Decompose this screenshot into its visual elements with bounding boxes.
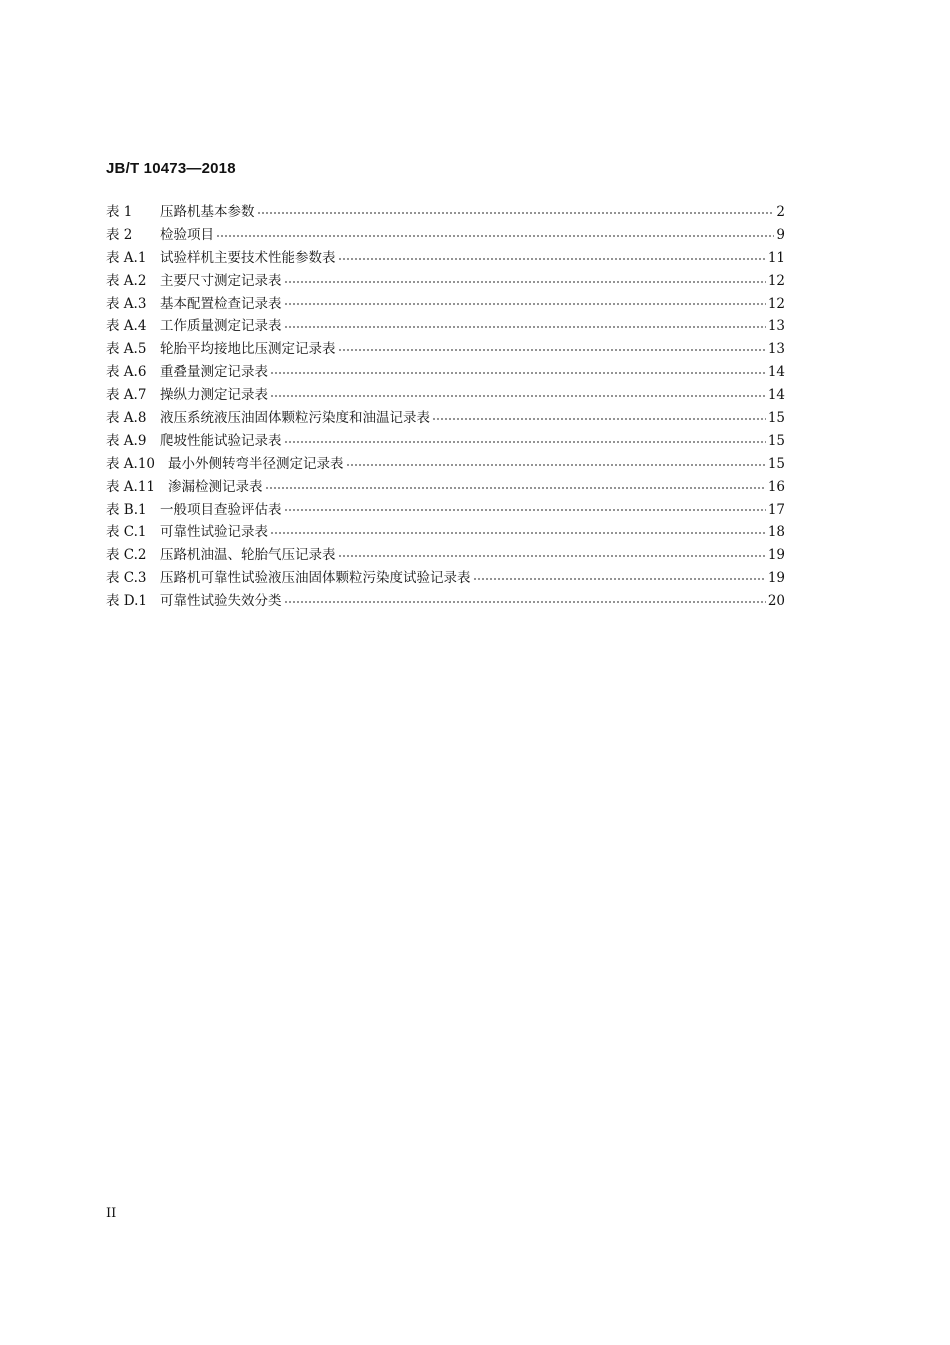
toc-entry-title: 可靠性试验失效分类 — [160, 593, 282, 610]
toc-entry-title: 压路机基本参数 — [160, 204, 255, 220]
toc-entry-label: 表 A.4 — [106, 318, 147, 335]
toc-entry[interactable] — [106, 247, 785, 270]
toc-entry-label: 表 A.10 — [106, 455, 156, 472]
toc-entry-title: 基本配置检查记录表 — [160, 295, 282, 312]
toc-entry[interactable] — [106, 430, 785, 453]
toc-entry-title: 一般项目查验评估表 — [160, 501, 282, 518]
toc-dot-leader — [473, 577, 766, 581]
toc-entry-page: 15 — [767, 410, 785, 427]
toc-dot-leader — [284, 508, 766, 512]
toc-dot-leader — [338, 554, 766, 558]
toc-entry[interactable] — [106, 201, 785, 224]
toc-entry-title: 压路机油温、轮胎气压记录表 — [160, 547, 336, 564]
toc-entry-page: 13 — [767, 341, 785, 358]
toc-entry-label: 表 A.8 — [106, 410, 147, 427]
toc-entry-title: 工作质量测定记录表 — [160, 318, 282, 335]
toc-dot-leader — [346, 463, 766, 467]
toc-entry[interactable] — [106, 407, 785, 430]
toc-entry[interactable] — [106, 361, 785, 384]
toc-entry-page: 14 — [767, 387, 785, 404]
toc-entry-page: 13 — [767, 318, 785, 335]
toc-entry-page: 18 — [767, 524, 785, 541]
toc-dot-leader — [284, 600, 766, 604]
toc-entry[interactable] — [106, 338, 785, 361]
toc-entry-label: 表 A.1 — [106, 249, 147, 266]
toc-entry-title: 重叠量测定记录表 — [160, 364, 268, 381]
toc-dot-leader — [284, 440, 766, 444]
toc-entry-label: 表 1 — [106, 204, 133, 220]
toc-entry-page: 2 — [776, 204, 785, 220]
toc-entry-page: 15 — [767, 455, 785, 472]
toc-entry[interactable] — [106, 453, 785, 476]
toc-dot-leader — [270, 371, 766, 375]
toc-dot-leader — [338, 348, 766, 352]
toc-entry-title: 检验项目 — [160, 226, 214, 243]
toc-entry-title: 试验样机主要技术性能参数表 — [160, 249, 336, 266]
toc-entry-label: 表 C.3 — [106, 570, 147, 587]
toc-dot-leader — [284, 280, 766, 284]
toc-entry-page: 11 — [767, 249, 785, 266]
toc-dot-leader — [270, 394, 766, 398]
toc-dot-leader — [284, 302, 766, 306]
page-number: II — [106, 1206, 117, 1221]
toc-entry-label: 表 A.6 — [106, 364, 147, 381]
toc-entry[interactable] — [106, 384, 785, 407]
toc-entry-title: 操纵力测定记录表 — [160, 387, 268, 404]
toc-dot-leader — [257, 211, 775, 215]
toc-entry[interactable] — [106, 476, 785, 499]
toc-entry-label: 表 D.1 — [106, 593, 148, 610]
toc-entry[interactable] — [106, 270, 785, 293]
toc-entry-title: 轮胎平均接地比压测定记录表 — [160, 341, 336, 358]
toc-entry[interactable] — [106, 315, 785, 338]
toc-entry-page: 20 — [767, 593, 785, 610]
toc-entry-page: 19 — [767, 547, 785, 564]
toc-entry[interactable] — [106, 293, 785, 316]
toc-entry-label: 表 A.3 — [106, 295, 147, 312]
table-of-tables — [106, 201, 785, 613]
toc-entry-page: 19 — [767, 570, 785, 587]
toc-entry-label: 表 2 — [106, 226, 133, 243]
toc-entry[interactable] — [106, 567, 785, 590]
toc-entry-page: 17 — [767, 501, 785, 518]
toc-dot-leader — [432, 417, 766, 421]
toc-dot-leader — [270, 531, 766, 535]
toc-entry[interactable] — [106, 224, 785, 247]
toc-entry-label: 表 A.5 — [106, 341, 147, 358]
toc-entry-label: 表 B.1 — [106, 501, 147, 518]
toc-entry-label: 表 A.9 — [106, 432, 147, 449]
toc-entry-page: 12 — [767, 295, 785, 312]
toc-entry-label: 表 A.7 — [106, 387, 147, 404]
toc-dot-leader — [338, 257, 766, 261]
toc-entry-label: 表 A.2 — [106, 272, 147, 289]
toc-entry-page: 12 — [767, 272, 785, 289]
toc-entry-label: 表 A.11 — [106, 478, 156, 495]
toc-entry-title: 压路机可靠性试验液压油固体颗粒污染度试验记录表 — [160, 570, 471, 587]
toc-entry-title: 爬坡性能试验记录表 — [160, 432, 282, 449]
toc-entry-title: 主要尺寸测定记录表 — [160, 272, 282, 289]
toc-entry-page: 14 — [767, 364, 785, 381]
toc-entry[interactable] — [106, 544, 785, 567]
toc-entry[interactable] — [106, 521, 785, 544]
document-code: JB/T 10473—2018 — [106, 160, 236, 177]
toc-entry-title: 渗漏检测记录表 — [168, 478, 263, 495]
toc-entry-label: 表 C.2 — [106, 547, 147, 564]
toc-entry[interactable] — [106, 499, 785, 522]
toc-dot-leader — [284, 325, 766, 329]
toc-entry[interactable] — [106, 590, 785, 613]
toc-entry-title: 最小外侧转弯半径测定记录表 — [168, 455, 344, 472]
toc-entry-page: 16 — [767, 478, 785, 495]
toc-dot-leader — [265, 486, 766, 490]
toc-entry-title: 可靠性试验记录表 — [160, 524, 268, 541]
toc-entry-page: 9 — [776, 226, 785, 243]
toc-entry-page: 15 — [767, 432, 785, 449]
toc-dot-leader — [216, 234, 774, 238]
toc-entry-title: 液压系统液压油固体颗粒污染度和油温记录表 — [160, 410, 430, 427]
toc-entry-label: 表 C.1 — [106, 524, 147, 541]
